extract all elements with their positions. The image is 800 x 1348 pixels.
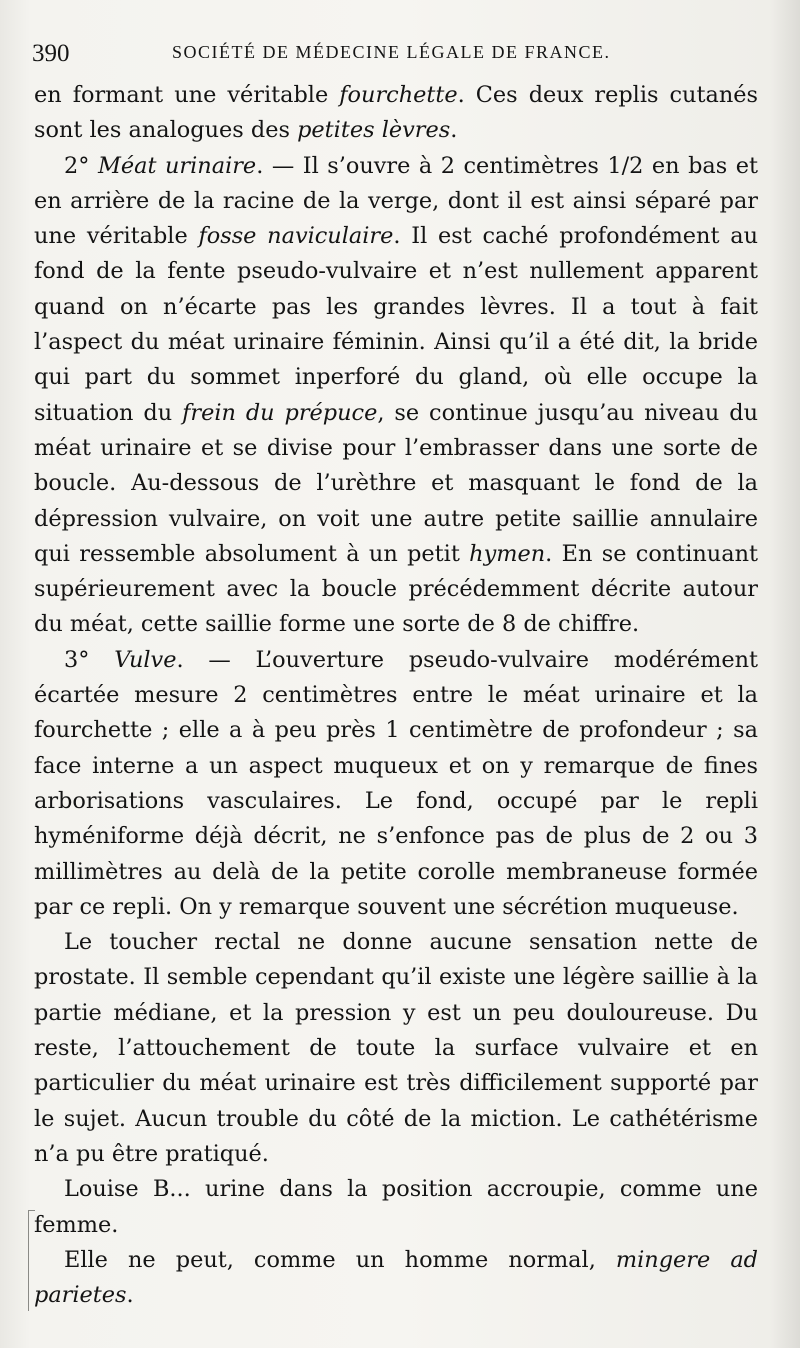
italic-text: fosse naviculaire <box>198 223 394 250</box>
text-run: . Il est caché profondément au fond de la fente pseudo-vulvaire et n’est nullement apparent quand on n’écarte pas les grandes lèvres. Il a tout à fait l’aspect du méat urinaire féminin. Ainsi qu’il a été dit, la bride qui part du sommet inperforé du gland, où elle occupe la situation du <box>34 223 758 426</box>
body-text <box>34 78 758 1313</box>
paragraph <box>34 1172 758 1243</box>
text-run: 3° <box>64 646 115 673</box>
text-run: . — Il s’ouvre à 2 centimètres 1/2 en bas et en arrière de la racine de la verge, dont il est ainsi séparé par une véritable <box>34 152 759 250</box>
paragraph <box>34 78 758 149</box>
italic-text: hymen <box>469 540 546 567</box>
paragraph <box>34 643 758 925</box>
paragraph <box>34 149 758 643</box>
text-run: . <box>450 117 458 144</box>
text-run: . — L’ouverture pseudo-vulvaire modérément écartée mesure 2 centimètres entre le méat urinaire et la fourchette ; elle a à peu près 1 centimètre de profondeur ; sa face interne a un aspect muqueux et on y remarque de fines arborisations vasculaires. Le fond, occupé par le repli hyméniforme déjà décrit, ne s’enfonce pas de plus de 2 ou 3 millimètres au delà de la petite corolle membraneuse formée par ce repli. On y remarque souvent une sécrétion muqueuse. <box>34 646 758 920</box>
text-run: . En se continuant supérieurement avec la boucle précédemment décrite autour du méat, cette saillie forme une sorte de 8 de chiffre. <box>34 540 758 638</box>
italic-text: petites lèvres <box>297 117 451 144</box>
text-run: . <box>126 1282 134 1309</box>
paragraph <box>34 1243 758 1314</box>
italic-text: frein du prépuce <box>182 399 378 426</box>
text-run: Elle ne peut, comme un homme normal, <box>64 1246 616 1273</box>
italic-text: mingere ad parietes <box>34 1246 758 1309</box>
page-header <box>32 36 752 72</box>
paragraph <box>34 925 758 1172</box>
text-run: Louise B... urine dans la position accroupie, comme une femme. <box>34 1176 758 1238</box>
italic-text: fourchette <box>339 82 458 108</box>
text-run: . Ces deux replis cutanés sont les analogues des <box>34 82 758 144</box>
italic-text: Méat urinaire <box>97 152 257 179</box>
running-title: SOCIÉTÉ DE MÉDECINE LÉGALE DE FRANCE. <box>172 42 611 62</box>
page-number: 390 <box>32 40 70 67</box>
text-run: en formant une véritable <box>34 82 340 108</box>
margin-bracket <box>28 1210 35 1311</box>
text-run: , se continue jusqu’au niveau du méat urinaire et se divise pour l’embrasser dans une sorte de boucle. Au-dessous de l’urèthre et masquant le fond de la dépression vulvaire, on voit une autre petite saillie annulaire qui ressemble absolument à un petit <box>34 399 758 567</box>
text-run: Le toucher rectal ne donne aucune sensation nette de prostate. Il semble cependant qu’il existe une légère saillie à la partie médiane, et la pression y est un peu douloureuse. Du reste, l’attouchement de toute la surface vulvaire et en particulier du méat urinaire est très difficilement supporté par le sujet. Aucun trouble du côté de la miction. Le cathétérisme n’a pu être pratiqué. <box>34 929 758 1167</box>
text-run: 2° <box>64 152 98 179</box>
italic-text: Vulve <box>114 646 177 673</box>
